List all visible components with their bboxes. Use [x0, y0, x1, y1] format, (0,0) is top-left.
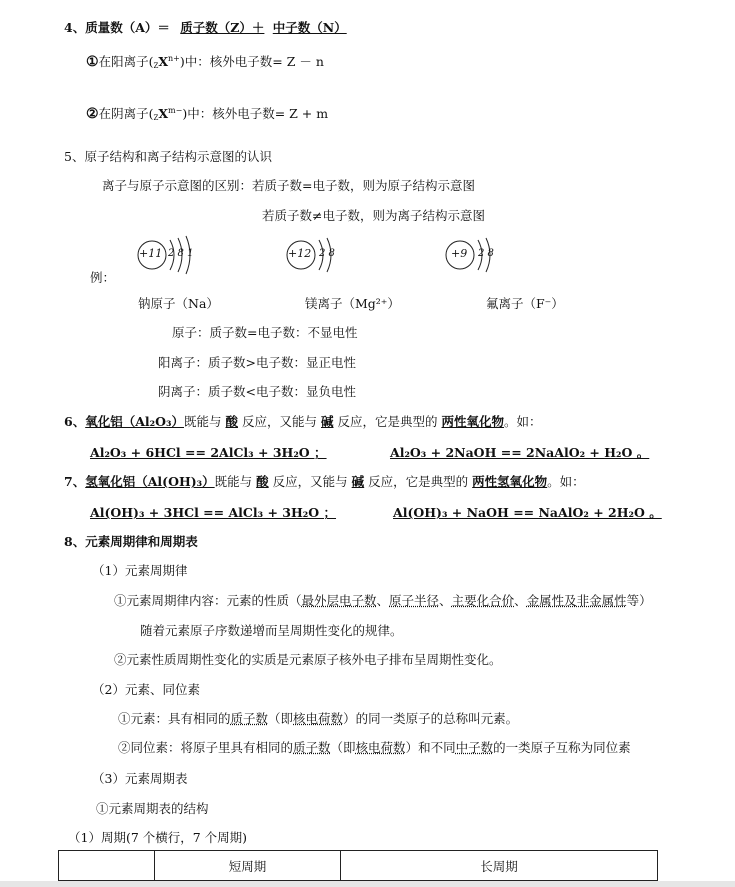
fluoride-ion-label: 氟离子（F⁻）: [486, 296, 564, 311]
atomic-radius-term: 原子半径: [389, 593, 440, 608]
amphoteric-oxide-term: 两性氧化物: [441, 414, 505, 429]
long-period-header: 长周期: [341, 851, 658, 881]
section-6-text-1: 既能与: [184, 414, 222, 429]
isotope-definition-mid: （即: [330, 740, 356, 755]
section-4-heading: [64, 18, 347, 36]
fluoride-shells: 2 8: [478, 248, 494, 259]
base-term-2: 碱: [351, 474, 365, 489]
amphoteric-hydroxide-term: 两性氢氧化物: [472, 474, 548, 489]
acid-term: 酸: [225, 414, 239, 429]
nuclear-charge-ref-2: 核电荷数: [355, 740, 406, 755]
anion-rule-prefix: 在阴离子(: [98, 106, 154, 121]
circled-two: ②: [86, 106, 99, 122]
magnesium-ion-diagram: [285, 234, 345, 281]
separator: 、: [439, 593, 452, 608]
alumina-term: 氧化铝（Al₂O₃）: [85, 414, 184, 429]
atom-charge-rule: 原子：质子数=电子数：不显电性: [172, 325, 358, 340]
element-definition-suffix: ）的同一类原子的总称叫元素。: [343, 711, 519, 726]
sodium-shells: 2 8 1: [168, 248, 194, 259]
cation-symbol: X: [158, 54, 169, 69]
fluoride-nucleus: +9: [451, 247, 468, 260]
base-term: 碱: [321, 414, 334, 429]
period-heading: （1）周期(7 个横行，7 个周期): [68, 830, 248, 845]
sodium-nucleus: +11: [139, 247, 163, 260]
section-7-number: 7、: [64, 474, 86, 489]
alumina-base-equation: Al₂O₃ + 2NaOH == 2NaAlO₂ + H₂O 。: [390, 445, 650, 460]
hydroxide-acid-equation: Al(OH)₃ + 3HCl == AlCl₃ + 3H₂O ；: [90, 505, 337, 520]
cation-electron-rule: ①在阳离子$(ZX^{n+})$中：核外电子数= Z － n: [86, 53, 324, 70]
anion-charge-rule: 阴离子：质子数<电子数：显负电性: [158, 384, 356, 399]
difference-rule-1: 离子与原子示意图的区别：若质子数=电子数，则为原子结构示意图: [102, 178, 475, 193]
magnesium-nucleus: +12: [288, 247, 312, 260]
period-table: [58, 850, 658, 881]
acid-term-2: 酸: [256, 474, 269, 489]
circled-one: ①: [86, 54, 99, 70]
sodium-atom-label: 钠原子（Na）: [138, 296, 219, 311]
fluoride-ion-diagram: [444, 234, 504, 281]
magnesium-shells: 2 8: [319, 248, 335, 259]
element-definition-prefix: ①元素：具有相同的: [118, 711, 231, 726]
section-7-text-2: 反应，又能与: [272, 474, 348, 489]
table-cell-empty: [59, 851, 155, 881]
proton-number-ref-2: 质子数: [293, 740, 331, 755]
element-definition: [118, 709, 518, 727]
example-label: 例：: [90, 270, 116, 285]
valence-term: 主要化合价: [451, 593, 515, 608]
separator: 、: [376, 593, 390, 608]
section-7-heading: [64, 472, 585, 490]
periodic-law-content: [114, 591, 652, 609]
neutron-number-term: 中子数（N）: [272, 20, 347, 35]
mass-number-label: 4、质量数（A）＝: [64, 20, 170, 35]
element-isotope-subheading: （2）元素、同位素: [92, 682, 200, 697]
magnesium-ion-label: 镁离子（Mg²⁺）: [305, 296, 400, 311]
cation-rule-text: )中：核外电子数= Z － n: [179, 54, 324, 69]
periodic-law-prefix: ①元素周期律内容：元素的性质（: [114, 593, 302, 608]
section-7-text-1: 既能与: [214, 474, 253, 489]
isotope-definition-mid-2: ）和不同: [405, 740, 456, 755]
section-6-heading: [64, 412, 542, 430]
periodic-table-subheading: （3）元素周期表: [92, 771, 188, 786]
anion-electron-rule: ②在阴离子$(ZX^{m-})$中：核外电子数= Z + m: [86, 105, 329, 122]
cation-rule-prefix: 在阳离子(: [98, 54, 154, 69]
alumina-acid-equation: Al₂O₃ + 6HCl == 2AlCl₃ + 3H₂O ；: [90, 445, 327, 460]
section-6-text-2: 反应，又能与: [242, 414, 318, 429]
element-definition-mid: （即: [268, 711, 294, 726]
sodium-atom-diagram: [136, 234, 206, 281]
section-8-heading: 8、元素周期律和周期表: [64, 534, 198, 549]
section-7-text-4: 。如：: [547, 474, 585, 489]
table-row: [59, 851, 658, 881]
page-bottom-bar: [0, 881, 735, 887]
short-period-header: 短周期: [155, 851, 341, 881]
metallic-character-term: 金属性及非金属性: [526, 593, 627, 608]
valence-electrons-term: 最外层电子数: [301, 593, 377, 608]
isotope-definition-prefix: ②同位素：将原子里具有相同的: [118, 740, 294, 755]
hydroxide-base-equation: Al(OH)₃ + NaOH == NaAlO₂ + 2H₂O 。: [393, 505, 662, 520]
cation-charge-rule: 阳离子：质子数>电子数：显正电性: [158, 355, 356, 370]
proton-number-ref: 质子数: [230, 711, 269, 726]
aluminum-hydroxide-term: 氢氧化铝（Al(OH)₃）: [85, 474, 215, 489]
neutron-number-ref: 中子数: [455, 740, 494, 755]
separator: 、: [514, 593, 527, 608]
periodic-table-structure: ①元素周期表的结构: [96, 801, 209, 816]
periodic-law-suffix: 等）: [626, 593, 652, 608]
section-5-heading: 5、原子结构和离子结构示意图的认识: [64, 149, 272, 164]
periodic-law-line-2: 随着元素原子序数递增而呈周期性变化的规律。: [140, 623, 403, 638]
anion-symbol: X: [158, 106, 169, 121]
proton-number-term: 质子数（Z）＋: [180, 20, 265, 35]
isotope-definition-suffix: 的一类原子互称为同位素: [493, 740, 631, 755]
section-6-text-3: 反应，它是典型的: [337, 414, 438, 429]
nuclear-charge-ref: 核电荷数: [293, 711, 344, 726]
section-6-number: 6、: [64, 414, 86, 429]
periodic-law-subheading: （1）元素周期律: [92, 563, 188, 578]
difference-rule-2: 若质子数≠电子数，则为离子结构示意图: [262, 208, 485, 223]
section-6-text-4: 。如：: [504, 414, 542, 429]
section-7-text-3: 反应，它是典型的: [368, 474, 469, 489]
isotope-definition: [118, 738, 631, 756]
anion-rule-text: )中：核外电子数= Z + m: [182, 106, 329, 121]
periodicity-essence: ②元素性质周期性变化的实质是元素原子核外电子排布呈周期性变化。: [114, 652, 502, 667]
